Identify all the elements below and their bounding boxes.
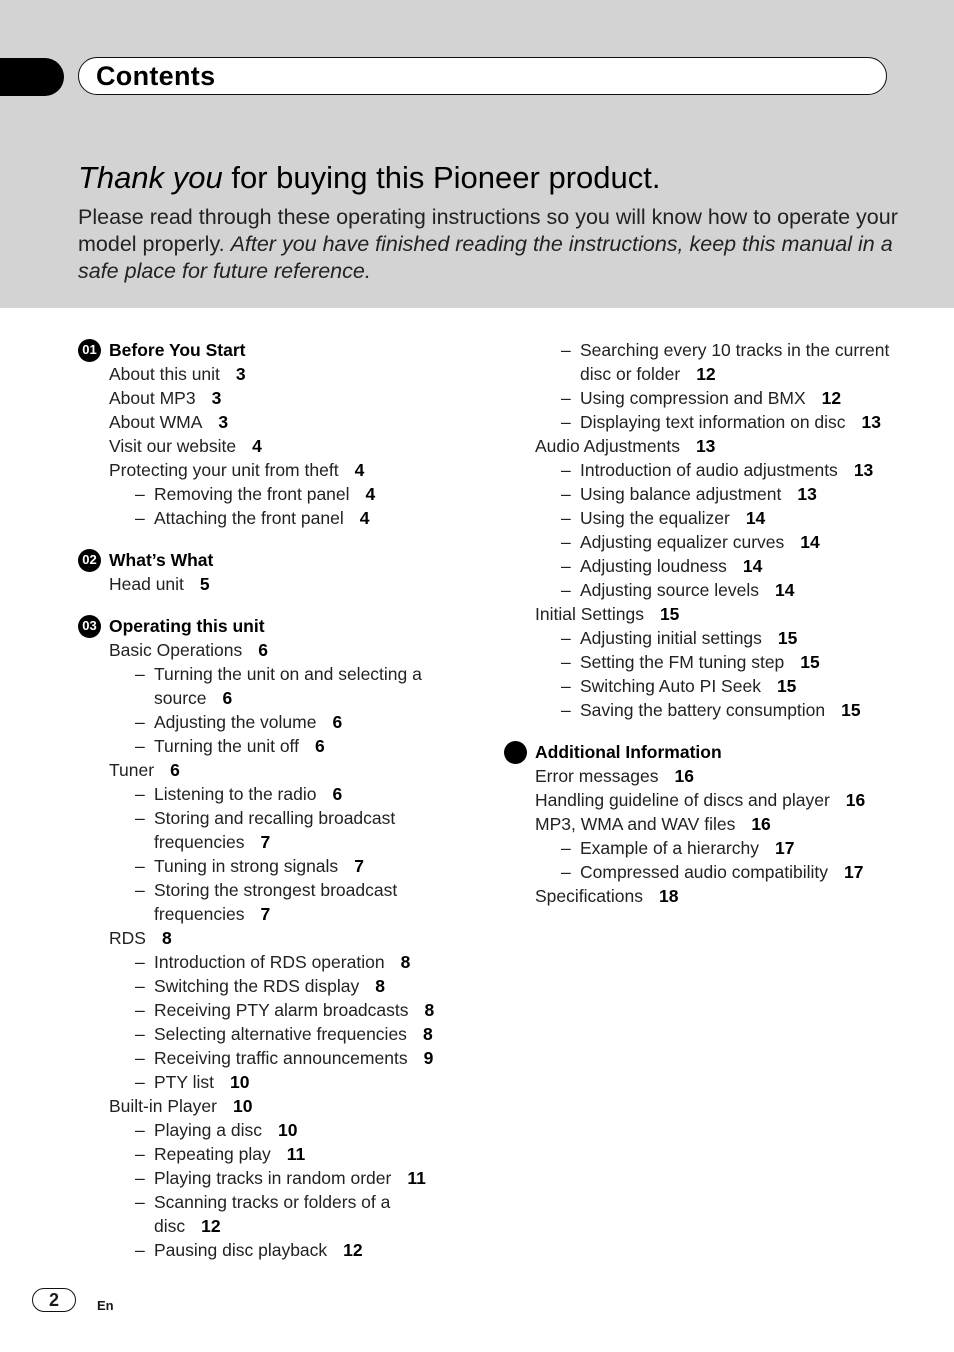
toc-entry-text: Error messages xyxy=(535,766,659,786)
toc-dash: – xyxy=(135,784,145,804)
toc-entry-text: Pausing disc playback xyxy=(154,1240,328,1260)
toc-page-number: 11 xyxy=(407,1168,426,1188)
toc-section xyxy=(78,548,458,596)
toc-entry[interactable] xyxy=(504,884,904,908)
toc-entry-text: Specifications xyxy=(535,886,643,906)
toc-entry[interactable] xyxy=(504,554,904,578)
toc-entry-text: About WMA xyxy=(109,412,203,432)
toc-page-number: 15 xyxy=(659,604,680,624)
toc-page-number: 7 xyxy=(260,904,271,924)
toc-page-number: 4 xyxy=(354,460,365,480)
toc-page-number: 17 xyxy=(774,838,795,858)
toc-entry[interactable] xyxy=(504,410,904,434)
toc-entry-text: About this unit xyxy=(109,364,220,384)
toc-page-number: 15 xyxy=(841,700,861,720)
toc-entry[interactable] xyxy=(504,578,904,602)
toc-entry-text: Adjusting initial settings xyxy=(580,628,762,648)
toc-page-number: 8 xyxy=(424,1000,435,1020)
toc-page-number: 3 xyxy=(211,388,222,408)
thank-you-italic: Thank you xyxy=(78,160,223,195)
toc-entry[interactable] xyxy=(78,974,458,998)
toc-entry[interactable] xyxy=(78,434,458,458)
toc-page-number: 8 xyxy=(375,976,385,996)
toc-dash: – xyxy=(561,676,571,696)
toc-dash: – xyxy=(135,856,145,876)
toc-entry-text: Adjusting the volume xyxy=(154,712,317,732)
toc-entry-text: Selecting alternative frequencies xyxy=(154,1024,407,1044)
toc-dash: – xyxy=(135,1048,145,1068)
toc-page-number: 12 xyxy=(696,364,716,384)
toc-entry-text: Example of a hierarchy xyxy=(580,838,759,858)
chapter-heading[interactable] xyxy=(78,338,458,362)
toc-right-column xyxy=(504,338,904,926)
toc-entry[interactable] xyxy=(78,758,458,782)
toc-page-number: 14 xyxy=(774,580,795,600)
toc-entry-text: Adjusting loudness xyxy=(580,556,727,576)
toc-entry-text: RDS xyxy=(109,928,146,948)
toc-entry[interactable] xyxy=(78,1094,458,1118)
toc-page-number: 17 xyxy=(844,862,864,882)
toc-dash: – xyxy=(561,388,571,408)
toc-page-number: 6 xyxy=(222,688,233,708)
toc-entry[interactable] xyxy=(78,926,458,950)
toc-dash: – xyxy=(561,484,571,504)
toc-dash: – xyxy=(561,412,571,432)
toc-entry-text: Built-in Player xyxy=(109,1096,217,1116)
thank-you-rest: for buying this Pioneer product. xyxy=(222,160,661,195)
toc-dash: – xyxy=(135,1120,145,1140)
toc-dash: – xyxy=(135,1024,145,1044)
toc-page-number: 14 xyxy=(745,508,766,528)
toc-entry[interactable] xyxy=(78,386,458,410)
toc-dash: – xyxy=(561,838,571,858)
toc-page-number: 10 xyxy=(232,1096,253,1116)
chapter-number-badge: 01 xyxy=(78,339,101,362)
toc-left-column xyxy=(78,338,458,1280)
toc-dash: – xyxy=(135,664,145,684)
toc-entry-text: About MP3 xyxy=(109,388,196,408)
toc-entry[interactable] xyxy=(504,836,904,860)
toc-section xyxy=(78,338,458,530)
toc-entry[interactable] xyxy=(78,1022,458,1046)
toc-entry[interactable] xyxy=(78,662,458,710)
toc-entry-text: Head unit xyxy=(109,574,184,594)
toc-dash: – xyxy=(135,508,145,528)
toc-dash: – xyxy=(135,952,145,972)
toc-entry-text: PTY list xyxy=(154,1072,214,1092)
toc-page-number: 3 xyxy=(218,412,229,432)
toc-entry-text: Using the equalizer xyxy=(580,508,730,528)
toc-page-number: 6 xyxy=(332,784,343,804)
toc-entry[interactable] xyxy=(78,878,458,926)
toc-dash: – xyxy=(135,1192,145,1212)
toc-entry[interactable] xyxy=(78,638,458,662)
toc-dash: – xyxy=(135,1240,145,1260)
toc-entry-text: Storing and recalling broadcast frequencies xyxy=(154,808,396,852)
chapter-heading[interactable] xyxy=(78,614,458,638)
toc-dash: – xyxy=(135,976,145,996)
toc-entry-text: Compressed audio compatibility xyxy=(580,862,829,882)
toc-dash: – xyxy=(561,580,571,600)
toc-dash: – xyxy=(135,484,145,504)
chapter-number-badge xyxy=(504,741,527,764)
toc-page-number: 10 xyxy=(229,1072,250,1092)
toc-entry-text: Adjusting equalizer curves xyxy=(580,532,785,552)
toc-page-number: 12 xyxy=(201,1216,221,1236)
toc-entry-text: Introduction of RDS operation xyxy=(154,952,385,972)
toc-page-number: 18 xyxy=(658,886,679,906)
intro-paragraph xyxy=(78,204,898,285)
page-title: Contents xyxy=(96,61,216,91)
toc-entry-text: Audio Adjustments xyxy=(535,436,680,456)
chapter-number-badge: 03 xyxy=(78,615,101,638)
toc-page-number: 4 xyxy=(252,436,262,456)
toc-entry-text: Switching the RDS display xyxy=(154,976,360,996)
toc-page-number: 8 xyxy=(161,928,172,948)
toc-dash: – xyxy=(135,1168,145,1188)
toc-entry-text: Saving the battery consumption xyxy=(580,700,826,720)
toc-entry[interactable] xyxy=(504,386,904,410)
toc-dash: – xyxy=(135,1144,145,1164)
toc-entry[interactable] xyxy=(78,362,458,386)
toc-entry[interactable] xyxy=(78,1166,458,1190)
language-code: En xyxy=(97,1298,114,1313)
toc-page-number: 7 xyxy=(260,832,271,852)
toc-page-number: 6 xyxy=(170,760,180,780)
toc-entry[interactable] xyxy=(504,674,904,698)
toc-entry-text: Protecting your unit from theft xyxy=(109,460,339,480)
toc-entry[interactable] xyxy=(78,1190,458,1238)
toc-dash: – xyxy=(135,1000,145,1020)
toc-entry-text: Receiving PTY alarm broadcasts xyxy=(154,1000,409,1020)
toc-page-number: 8 xyxy=(400,952,411,972)
toc-entry[interactable] xyxy=(78,806,458,854)
toc-entry-text: Playing tracks in random order xyxy=(154,1168,392,1188)
toc-dash: – xyxy=(561,532,571,552)
toc-dash: – xyxy=(135,712,145,732)
toc-page-number: 14 xyxy=(742,556,763,576)
toc-entry[interactable] xyxy=(78,950,458,974)
toc-entry[interactable] xyxy=(504,506,904,530)
toc-entry[interactable] xyxy=(78,1046,458,1070)
toc-entry-text: Playing a disc xyxy=(154,1120,262,1140)
toc-page-number: 6 xyxy=(314,736,325,756)
toc-section xyxy=(504,740,904,908)
toc-page-number: 15 xyxy=(800,652,820,672)
toc-entry[interactable] xyxy=(78,1070,458,1094)
toc-entry[interactable] xyxy=(504,698,904,722)
toc-entry-text: Repeating play xyxy=(154,1144,271,1164)
toc-page-number: 10 xyxy=(277,1120,298,1140)
toc-page-number: 11 xyxy=(286,1144,306,1164)
toc-entry[interactable] xyxy=(78,998,458,1022)
toc-page-number: 4 xyxy=(359,508,370,528)
toc-entry[interactable] xyxy=(504,764,904,788)
toc-entry[interactable] xyxy=(78,710,458,734)
toc-entry[interactable] xyxy=(504,788,904,812)
toc-page-number: 3 xyxy=(235,364,246,384)
toc-entry[interactable] xyxy=(78,854,458,878)
toc-page-number: 7 xyxy=(354,856,364,876)
chapter-heading[interactable] xyxy=(78,548,458,572)
toc-section xyxy=(504,338,904,722)
toc-entry-text: Basic Operations xyxy=(109,640,243,660)
toc-entry-text: Listening to the radio xyxy=(154,784,317,804)
chapter-title: Operating this unit xyxy=(109,616,265,636)
toc-page-number: 15 xyxy=(777,628,798,648)
toc-page-number: 12 xyxy=(343,1240,363,1260)
toc-entry[interactable] xyxy=(504,434,904,458)
toc-entry[interactable] xyxy=(504,650,904,674)
toc-entry-text: Tuner xyxy=(109,760,155,780)
toc-dash: – xyxy=(135,808,145,828)
toc-dash: – xyxy=(135,1072,145,1092)
toc-entry[interactable] xyxy=(78,1118,458,1142)
toc-entry[interactable] xyxy=(504,602,904,626)
toc-entry[interactable] xyxy=(504,812,904,836)
toc-entry-text: Turning the unit on and selecting a source xyxy=(154,664,422,708)
toc-page-number: 15 xyxy=(776,676,797,696)
toc-entry-text: Scanning tracks or folders of a disc xyxy=(154,1192,391,1236)
toc-entry[interactable] xyxy=(504,860,904,884)
toc-entry-text: Removing the front panel xyxy=(154,484,350,504)
chapter-heading[interactable] xyxy=(504,740,904,764)
toc-entry[interactable] xyxy=(504,626,904,650)
toc-dash: – xyxy=(561,862,571,882)
toc-entry-text: Switching Auto PI Seek xyxy=(580,676,761,696)
toc-entry[interactable] xyxy=(504,338,904,386)
toc-entry[interactable] xyxy=(78,1142,458,1166)
chapter-title: Additional Information xyxy=(535,742,722,762)
toc-section xyxy=(78,614,458,1262)
chapter-tab-marker xyxy=(0,58,64,96)
toc-entry-text: Initial Settings xyxy=(535,604,644,624)
toc-entry-text: Handling guideline of discs and player xyxy=(535,790,830,810)
toc-dash: – xyxy=(135,736,145,756)
toc-dash: – xyxy=(561,556,571,576)
toc-entry-text: Using compression and BMX xyxy=(580,388,806,408)
toc-page-number: 13 xyxy=(695,436,716,456)
toc-page-number: 6 xyxy=(332,712,343,732)
intro-italic: After you have finished reading the instructions, keep this manual in a safe place for future reference. xyxy=(78,232,893,283)
toc-page-number: 5 xyxy=(199,574,210,594)
toc-dash: – xyxy=(561,652,571,672)
toc-entry-text: Searching every 10 tracks in the current disc or folder xyxy=(580,340,890,384)
toc-page-number: 6 xyxy=(258,640,268,660)
toc-entry[interactable] xyxy=(504,458,904,482)
toc-page-number: 4 xyxy=(365,484,376,504)
toc-page-number: 16 xyxy=(845,790,866,810)
toc-entry-text: Using balance adjustment xyxy=(580,484,782,504)
toc-page-number: 14 xyxy=(800,532,820,552)
toc-page-number: 13 xyxy=(797,484,817,504)
toc-entry-text: Introduction of audio adjustments xyxy=(580,460,838,480)
toc-entry-text: Displaying text information on disc xyxy=(580,412,846,432)
chapter-title: What’s What xyxy=(109,550,214,570)
toc-entry-text: Adjusting source levels xyxy=(580,580,759,600)
toc-page-number: 12 xyxy=(821,388,842,408)
toc-page-number: 16 xyxy=(751,814,771,834)
toc-page-number: 8 xyxy=(422,1024,433,1044)
toc-entry-text: Receiving traffic announcements xyxy=(154,1048,408,1068)
toc-entry[interactable] xyxy=(78,572,458,596)
toc-page-number: 13 xyxy=(861,412,882,432)
toc-entry[interactable] xyxy=(504,530,904,554)
toc-entry-text: MP3, WMA and WAV files xyxy=(535,814,736,834)
toc-page-number: 9 xyxy=(423,1048,434,1068)
toc-dash: – xyxy=(135,880,145,900)
toc-page-number: 13 xyxy=(853,460,874,480)
chapter-number-badge: 02 xyxy=(78,549,101,572)
toc-entry[interactable] xyxy=(78,482,458,506)
toc-entry[interactable] xyxy=(78,734,458,758)
thank-you-heading xyxy=(78,160,660,196)
toc-dash: – xyxy=(561,460,571,480)
toc-entry[interactable] xyxy=(78,782,458,806)
toc-entry-text: Turning the unit off xyxy=(154,736,299,756)
intro-plain: Please read through these operating instructions so you will know how to operate your model properly. xyxy=(78,205,898,256)
toc-dash: – xyxy=(561,700,571,720)
toc-entry-text: Tuning in strong signals xyxy=(154,856,339,876)
toc-dash: – xyxy=(561,340,571,360)
toc-entry[interactable] xyxy=(78,1238,458,1262)
toc-entry-text: Setting the FM tuning step xyxy=(580,652,785,672)
toc-entry[interactable] xyxy=(78,506,458,530)
toc-entry-text: Storing the strongest broadcast frequencies xyxy=(154,880,398,924)
page-number-badge: 2 xyxy=(32,1288,76,1312)
toc-page-number: 16 xyxy=(674,766,694,786)
toc-entry[interactable] xyxy=(78,458,458,482)
chapter-title: Before You Start xyxy=(109,340,246,360)
toc-entry[interactable] xyxy=(78,410,458,434)
toc-dash: – xyxy=(561,628,571,648)
toc-entry[interactable] xyxy=(504,482,904,506)
toc-entry-text: Attaching the front panel xyxy=(154,508,344,528)
toc-dash: – xyxy=(561,508,571,528)
toc-entry-text: Visit our website xyxy=(109,436,237,456)
